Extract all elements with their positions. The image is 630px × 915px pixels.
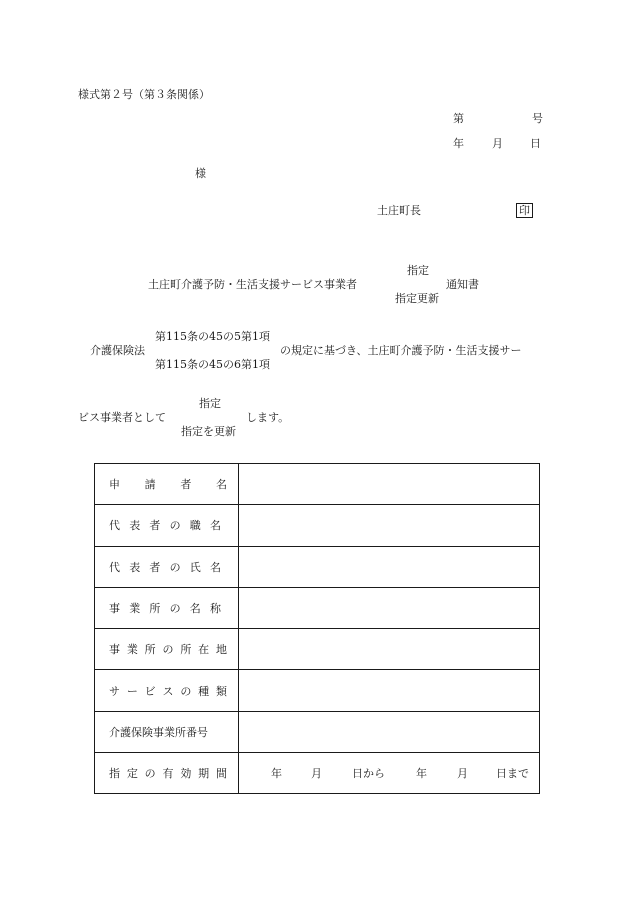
table-row bbox=[95, 464, 540, 505]
title-option-designation: 指定 bbox=[407, 264, 429, 277]
table-row bbox=[95, 753, 540, 794]
table-row bbox=[95, 670, 540, 711]
action-option-lower: 指定を更新 bbox=[181, 425, 236, 438]
title-option-renewal: 指定更新 bbox=[395, 292, 439, 305]
period-to-day: 日まで bbox=[496, 767, 529, 781]
value-representative-title[interactable] bbox=[239, 505, 540, 546]
recipient-suffix: 様 bbox=[195, 167, 206, 180]
date-year: 年 bbox=[453, 137, 464, 150]
table-row bbox=[95, 546, 540, 587]
table-row bbox=[95, 711, 540, 752]
seal-text: 印 bbox=[519, 204, 530, 217]
body-line2-suffix: します。 bbox=[246, 411, 290, 424]
period-to-month: 月 bbox=[457, 767, 468, 781]
period-from-month: 月 bbox=[311, 767, 322, 781]
label-office-number: 介護保険事業所番号 bbox=[95, 711, 239, 752]
label-representative-name: 代 表 者 の 氏 名 bbox=[95, 546, 239, 587]
date-day: 日 bbox=[530, 137, 541, 150]
doc-number-suffix: 号 bbox=[532, 112, 543, 125]
article-option-upper: 第115条の45の5第1項 bbox=[155, 330, 270, 343]
value-applicant-name[interactable] bbox=[239, 464, 540, 505]
value-office-address[interactable] bbox=[239, 629, 540, 670]
value-office-number[interactable] bbox=[239, 711, 540, 752]
issuer-name: 土庄町長 bbox=[377, 204, 421, 217]
value-validity-period[interactable] bbox=[239, 753, 540, 794]
body-line2-prefix: ビス事業者として bbox=[78, 411, 166, 424]
label-service-type: サ ー ビ ス の 種 類 bbox=[95, 670, 239, 711]
label-office-name: 事 業 所 の 名 称 bbox=[95, 587, 239, 628]
date-month: 月 bbox=[492, 137, 503, 150]
title-suffix: 通知書 bbox=[446, 278, 479, 291]
applicant-info-table bbox=[94, 463, 540, 794]
table-row bbox=[95, 587, 540, 628]
title-main: 土庄町介護予防・生活支援サービス事業者 bbox=[148, 278, 357, 291]
table-row bbox=[95, 505, 540, 546]
doc-number-prefix: 第 bbox=[453, 112, 464, 125]
action-option-upper: 指定 bbox=[199, 397, 221, 410]
label-representative-title: 代 表 者 の 職 名 bbox=[95, 505, 239, 546]
period-from-day: 日から bbox=[352, 767, 385, 781]
value-representative-name[interactable] bbox=[239, 546, 540, 587]
value-office-name[interactable] bbox=[239, 587, 540, 628]
form-number-header: 様式第２号（第３条関係） bbox=[78, 88, 210, 101]
label-office-address: 事 業 所 の 所 在 地 bbox=[95, 629, 239, 670]
article-option-lower: 第115条の45の6第1項 bbox=[155, 358, 270, 371]
label-validity-period: 指 定 の 有 効 期 間 bbox=[95, 753, 239, 794]
law-name: 介護保険法 bbox=[90, 344, 145, 357]
table-row bbox=[95, 629, 540, 670]
seal-mark bbox=[516, 203, 533, 218]
body-line1-rest: の規定に基づき、土庄町介護予防・生活支援サー bbox=[280, 344, 522, 357]
period-from-year: 年 bbox=[271, 767, 282, 781]
value-service-type[interactable] bbox=[239, 670, 540, 711]
label-applicant-name: 申 請 者 名 bbox=[95, 464, 239, 505]
period-to-year: 年 bbox=[416, 767, 427, 781]
